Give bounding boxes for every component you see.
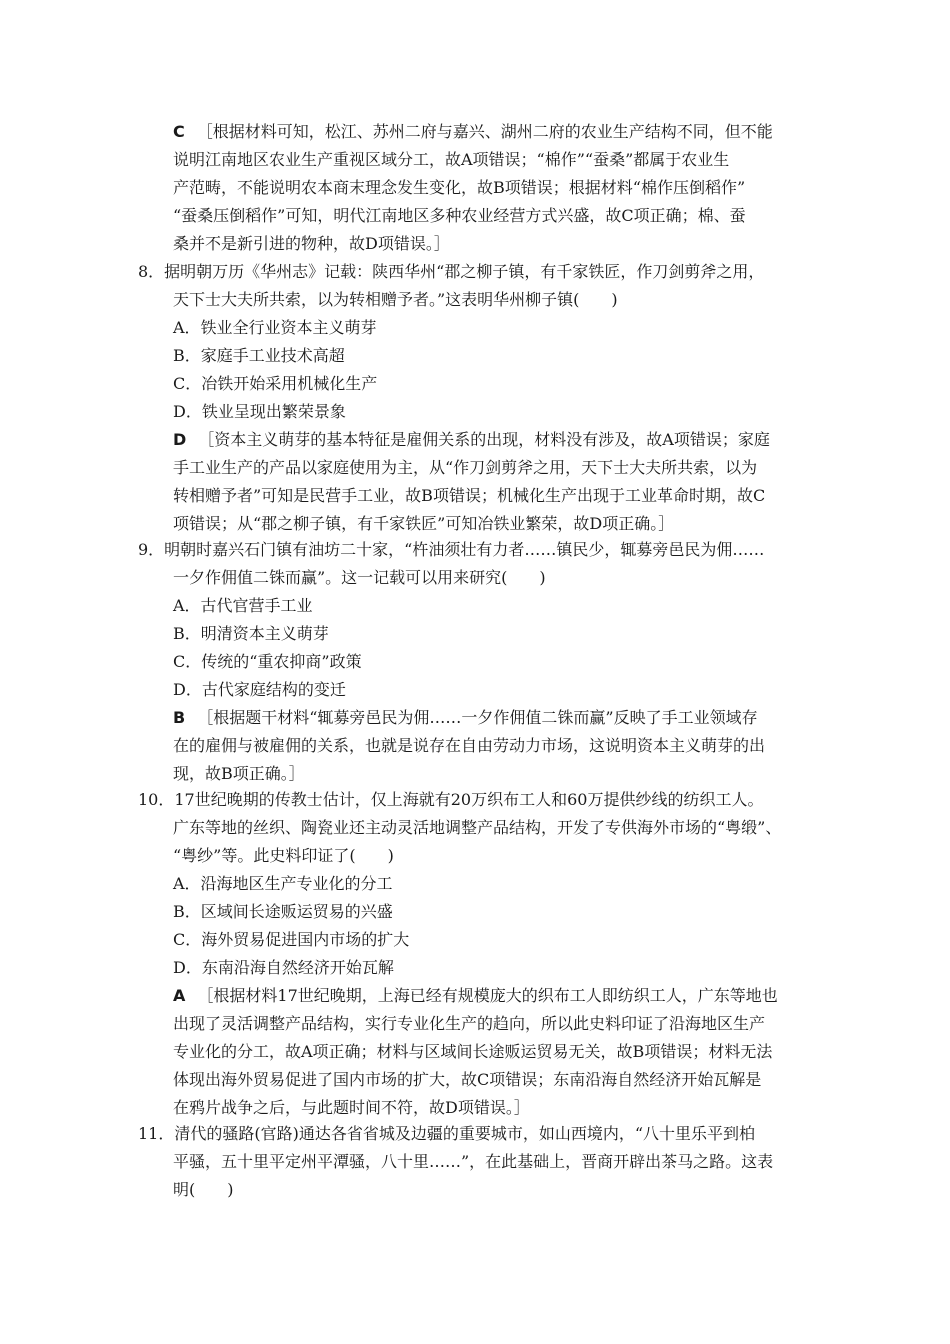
question-stem: 8．据明朝万历《华州志》记载：陕西华州“郡之柳子镇，有千家铁匠，作刀剑剪斧之用， bbox=[138, 262, 765, 281]
question-11 bbox=[140, 1120, 820, 1204]
option-a: A．古代官营手工业 bbox=[173, 596, 313, 615]
option-d: D．铁业呈现出繁荣景象 bbox=[173, 402, 346, 421]
answer-line: 现，故B项正确。］ bbox=[173, 764, 305, 783]
answer-line: C ［根据材料可知，松江、苏州二府与嘉兴、湖州二府的农业生产结构不同，但不能 bbox=[173, 122, 773, 141]
option-d: D．古代家庭结构的变迁 bbox=[173, 680, 346, 699]
answer-line: 项错误；从“郡之柳子镇，有千家铁匠”可知冶铁业繁荣，故D项正确。］ bbox=[173, 514, 675, 533]
question-stem: 9．明朝时嘉兴石门镇有油坊二十家，“杵油须壮有力者……镇民少，辄募旁邑民为佣…… bbox=[138, 540, 765, 559]
answer-line: “蚕桑压倒稻作”可知，明代江南地区多种农业经营方式兴盛，故C项正确；棉、蚕 bbox=[173, 206, 746, 225]
question-stem: 平骚，五十里平定州平潭骚，八十里……”，在此基础上，晋商开辟出茶马之路。这表 bbox=[173, 1152, 774, 1171]
question-stem: 广东等地的丝织、陶瓷业还主动灵活地调整产品结构，开发了专供海外市场的“粤缎”、 bbox=[173, 818, 782, 837]
answer-line: 转相赠予者”可知是民营手工业，故B项错误；机械化生产出现于工业革命时期，故C bbox=[173, 486, 766, 505]
option-b: B．家庭手工业技术高超 bbox=[173, 346, 345, 365]
answer-line: 在的雇佣与被雇佣的关系，也就是说存在自由劳动力市场，这说明资本主义萌芽的出 bbox=[173, 736, 766, 755]
answer-line: 专业化的分工，故A项正确；材料与区域间长途贩运贸易无关，故B项错误；材料无法 bbox=[173, 1042, 773, 1061]
question-8 bbox=[140, 258, 820, 538]
question-stem: 11．清代的骚路(官路)通达各省省城及边疆的重要城市，如山西境内，“八十里乐平到柏 bbox=[138, 1124, 756, 1143]
option-a: A．沿海地区生产专业化的分工 bbox=[173, 874, 393, 893]
answer-line: A ［根据材料17世纪晚期，上海已经有规模庞大的织布工人即纺织工人，广东等地也 bbox=[173, 986, 778, 1005]
option-a: A．铁业全行业资本主义萌芽 bbox=[173, 318, 377, 337]
question-9 bbox=[140, 536, 820, 788]
answer-line: 说明江南地区农业生产重视区域分工，故A项错误；“棉作”“蚕桑”都属于农业生 bbox=[173, 150, 730, 169]
answer-line: 出现了灵活调整产品结构，实行专业化生产的趋向，所以此史料印证了沿海地区生产 bbox=[173, 1014, 766, 1033]
answer-line: D ［资本主义萌芽的基本特征是雇佣关系的出现，材料没有涉及，故A项错误；家庭 bbox=[173, 430, 770, 449]
question-stem: 10．17世纪晚期的传教士估计，仅上海就有20万织布工人和60万提供纱线的纺织工人。 bbox=[138, 790, 764, 809]
answer-line: 产范畴，不能说明农本商末理念发生变化，故B项错误；根据材料“棉作压倒稻作” bbox=[173, 178, 746, 197]
answer-key: A bbox=[173, 986, 186, 1005]
answer-key: C bbox=[173, 122, 185, 141]
answer-key: B bbox=[173, 708, 186, 727]
question-10 bbox=[140, 786, 820, 1122]
option-c: C．冶铁开始采用机械化生产 bbox=[173, 374, 378, 393]
option-c: C．传统的“重农抑商”政策 bbox=[173, 652, 362, 671]
answer-line: 在鸦片战争之后，与此题时间不符，故D项错误。］ bbox=[173, 1098, 530, 1117]
answer-line: B ［根据题干材料“辄募旁邑民为佣……一夕作佣值二铢而赢”反映了手工业领域存 bbox=[173, 708, 758, 727]
option-b: B．明清资本主义萌芽 bbox=[173, 624, 329, 643]
option-b: B．区域间长途贩运贸易的兴盛 bbox=[173, 902, 393, 921]
question-stem: “粤纱”等。此史料印证了( ) bbox=[173, 846, 394, 865]
question-stem: 一夕作佣值二铢而赢”。这一记载可以用来研究( ) bbox=[173, 568, 546, 587]
answer-key: D bbox=[173, 430, 187, 449]
answer-7 bbox=[140, 118, 820, 258]
question-stem: 天下士大夫所共索，以为转相赠予者。”这表明华州柳子镇( ) bbox=[173, 290, 618, 309]
question-stem: 明( ) bbox=[173, 1180, 234, 1199]
answer-line: 体现出海外贸易促进了国内市场的扩大，故C项错误；东南沿海自然经济开始瓦解是 bbox=[173, 1070, 762, 1089]
option-d: D．东南沿海自然经济开始瓦解 bbox=[173, 958, 394, 977]
answer-line: 桑并不是新引进的物种，故D项错误。］ bbox=[173, 234, 450, 253]
option-c: C．海外贸易促进国内市场的扩大 bbox=[173, 930, 410, 949]
answer-line: 手工业生产的产品以家庭使用为主，从“作刀剑剪斧之用，天下士大夫所共索，以为 bbox=[173, 458, 758, 477]
